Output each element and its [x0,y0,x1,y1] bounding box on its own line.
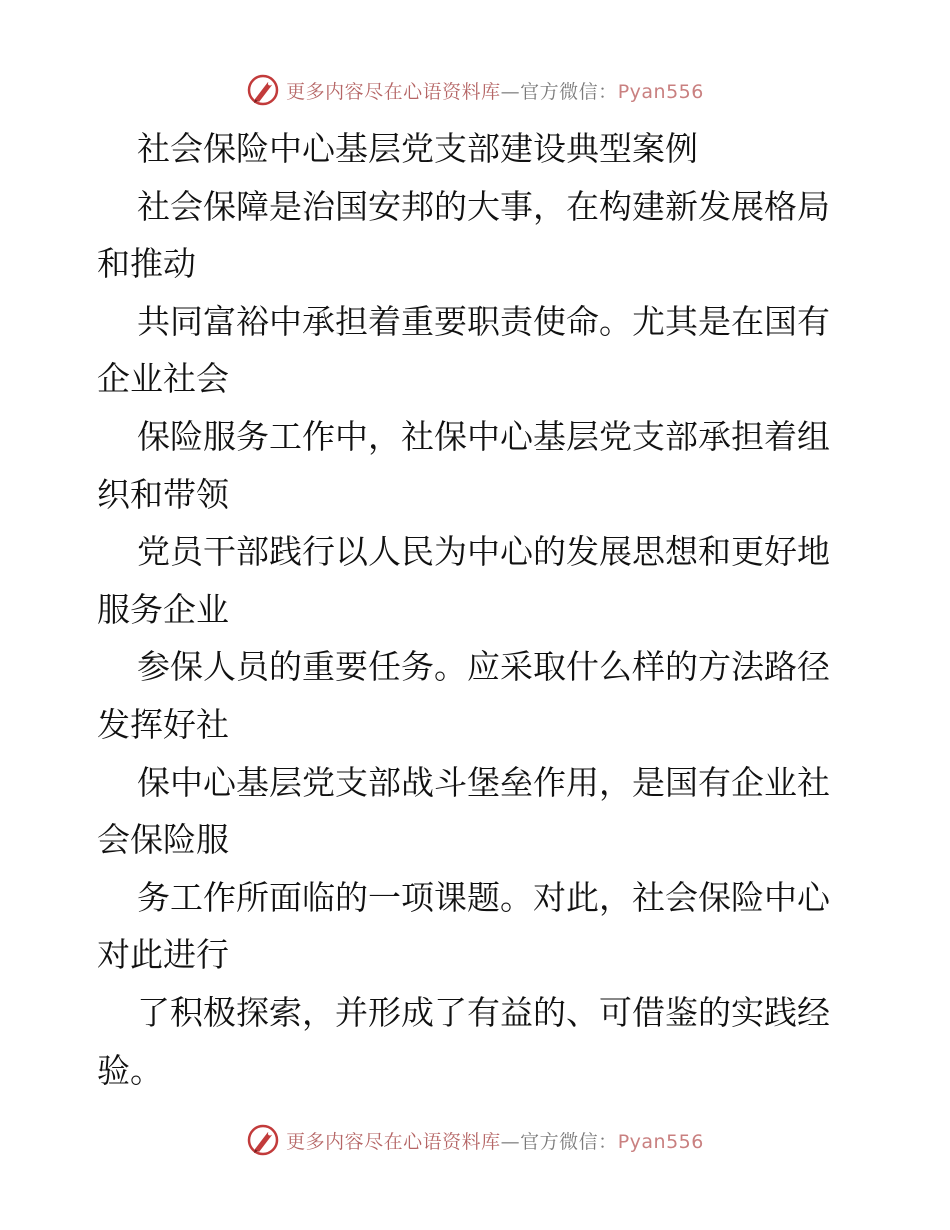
pen-logo-icon [246,1123,280,1157]
paragraph-line: 保险服务工作中，社保中心基层党支部承担着组 [137,416,830,456]
pen-logo-icon [246,73,280,107]
paragraph-line: 服务企业 [97,589,229,629]
paragraph-line: 发挥好社 [97,704,229,744]
paragraph-line: 企业社会 [97,359,229,399]
paragraph-line: 会保险服 [97,820,229,860]
paragraph-line: 和推动 [97,244,196,284]
paragraph-line: 验。 [97,1050,163,1090]
header-watermark [0,70,950,110]
paragraph-line: 共同富裕中承担着重要职责使命。尤其是在国有 [137,301,830,341]
watermark-text: 更多内容尽在心语资料库—官方微信：Pyan556 [286,1130,704,1153]
footer-watermark [0,1120,950,1160]
paragraph-line: 了积极探索，并形成了有益的、可借鉴的实践经 [137,992,830,1032]
paragraph-line: 织和带领 [97,474,229,514]
document-title: 社会保险中心基层党支部建设典型案例 [137,129,698,168]
paragraph-line: 参保人员的重要任务。应采取什么样的方法路径 [137,647,830,687]
paragraph-line: 务工作所面临的一项课题。对此，社会保险中心 [137,877,830,917]
paragraph-line: 社会保障是治国安邦的大事，在构建新发展格局 [137,186,830,226]
paragraph-line: 党员干部践行以人民为中心的发展思想和更好地 [137,532,830,572]
watermark-text: 更多内容尽在心语资料库—官方微信：Pyan556 [286,80,704,103]
paragraph-line: 对此进行 [97,935,229,975]
paragraph-line: 保中心基层党支部战斗堡垒作用，是国有企业社 [137,762,830,802]
document-body [97,120,857,1099]
